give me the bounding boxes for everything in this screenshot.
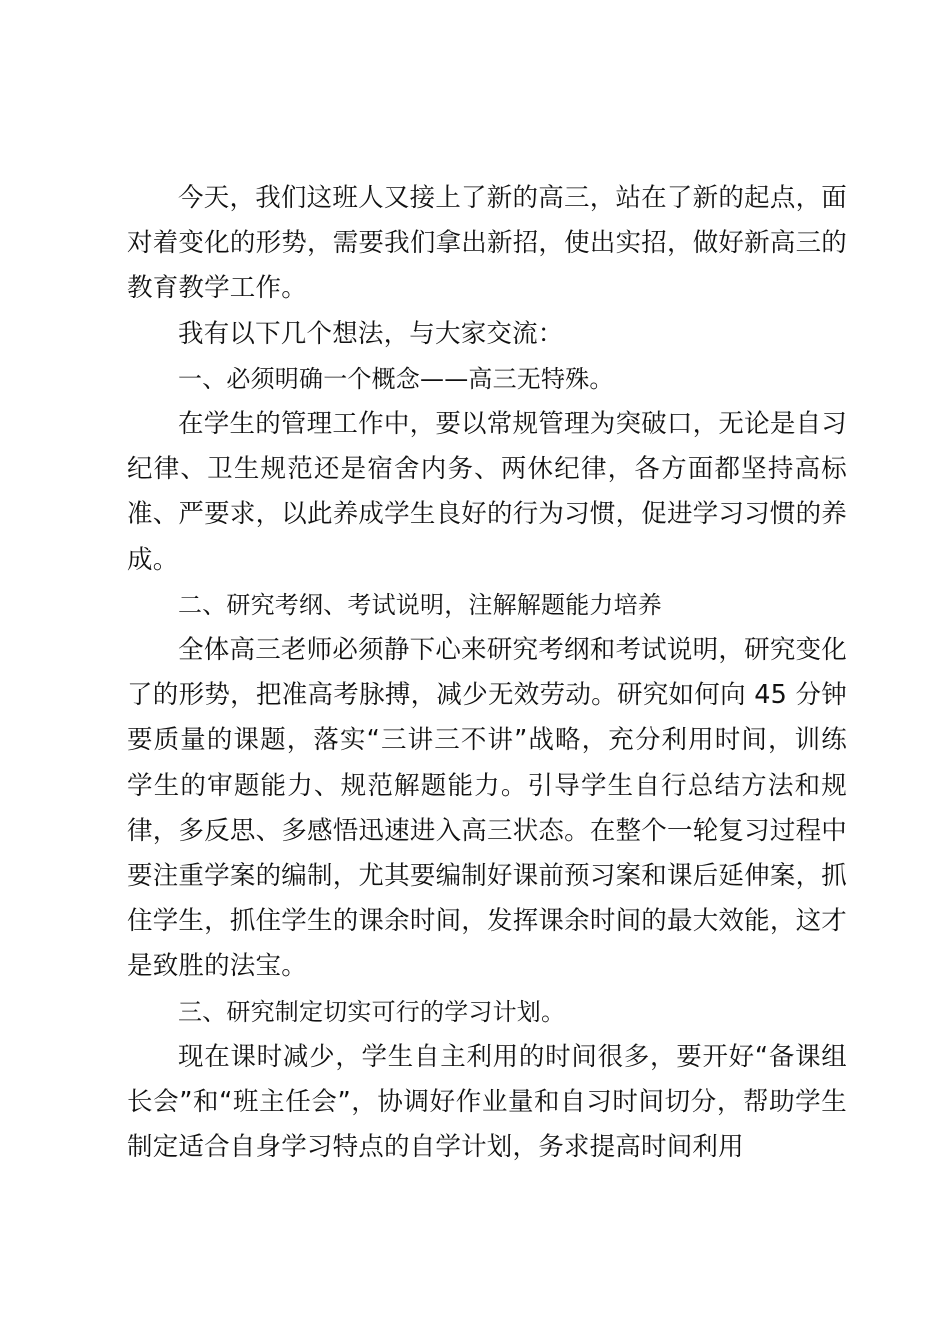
document-body <box>127 176 847 1170</box>
paragraph-intro: 我有以下几个想法，与大家交流： <box>178 318 564 349</box>
section-heading-3: 三、研究制定切实可行的学习计划。 <box>178 997 566 1026</box>
paragraph-opening: 今天，我们这班人又接上了新的高三，站在了新的起点，面对着变化的形势，需要我们拿出新招，使出实招，做好新高三的教育教学工作。 <box>127 183 847 304</box>
paragraph-management: 在学生的管理工作中，要以常规管理为突破口，无论是自习纪律、卫生规范还是宿舍内务、两休纪律，各方面都坚持高标准、严要求，以此养成学生良好的行为习惯，促进学习习惯的养成。 <box>127 409 847 575</box>
paragraph-research: 全体高三老师必须静下心来研究考纲和考试说明，研究变化了的形势，把准高考脉搏，减少无效劳动。研究如何向 45 分钟要质量的课题，落实“三讲三不讲”战略，充分利用时间，训练学生的审题能力、规范解题能力。引导学生自行总结方法和规律，多反思、多感悟迅速进入高三状态。在整个一轮复习过程中要注重学案的编制，尤其要编制好课前预习案和课后延伸案，抓住学生，抓住学生的课余时间，发挥课余时间的最大效能，这才是致胜的法宝。 <box>127 635 847 982</box>
section-heading-2: 二、研究考纲、考试说明，注解解题能力培养 <box>178 590 662 619</box>
section-heading-1: 一、必须明确一个概念——高三无特殊。 <box>178 364 614 393</box>
paragraph-plan: 现在课时减少，学生自主利用的时间很多，要开好“备课组长会”和“班主任会”，协调好作业量和自习时间切分，帮助学生制定适合自身学习特点的自学计划，务求提高时间利用 <box>127 1041 847 1163</box>
